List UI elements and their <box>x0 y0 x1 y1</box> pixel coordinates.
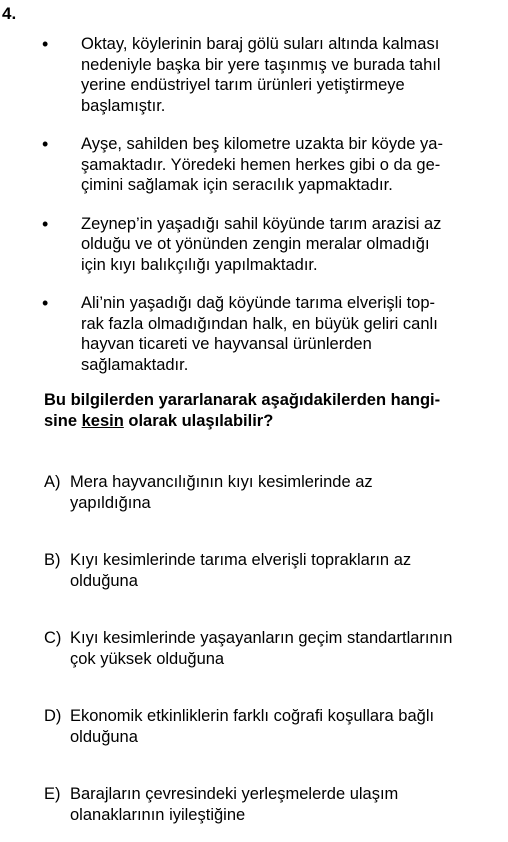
option-line: Kıyı kesimlerinde tarıma elverişli toprakların az <box>70 551 412 569</box>
option-text <box>44 628 494 669</box>
bullet-line: sağlamaktadır. <box>81 355 189 374</box>
option-line: olduğuna <box>70 571 138 590</box>
bullet-line: yerine endüstriyel tarım ürünleri yetiştirmeye <box>81 76 405 94</box>
bullet-line: başlamıştır. <box>81 96 166 115</box>
option-line: çok yüksek olduğuna <box>70 649 225 668</box>
stem-underlined-word: kesin <box>81 411 124 430</box>
option-line: Mera hayvancılığının kıyı kesimlerinde az <box>70 473 373 491</box>
option-letter: D) <box>44 707 62 725</box>
option-text <box>44 706 494 747</box>
option-c[interactable] <box>44 628 494 669</box>
bullet-line: Zeynep’in yaşadığı sahil köyünde tarım arazisi az <box>81 214 442 233</box>
option-a[interactable] <box>44 472 494 513</box>
bullet-line: hayvan ticareti ve hayvansal ürünlerden <box>81 335 372 353</box>
option-letter: A) <box>44 473 61 491</box>
bullet-line: nedeniyle başka bir yere taşınmış ve burada tahıl <box>81 55 441 74</box>
option-text <box>44 472 494 513</box>
bullet-line: Ali’nin yaşadığı dağ köyünde tarıma elverişli top- <box>81 294 436 312</box>
bullet-item-ali <box>0 293 481 375</box>
option-letter: E) <box>44 785 61 803</box>
bullet-icon: • <box>42 134 49 154</box>
option-line: Ekonomik etkinliklerin farklı coğrafi koşullara bağlı <box>70 707 435 725</box>
bullet-line: Ayşe, sahilden beş kilometre uzakta bir köyde ya- <box>81 135 443 153</box>
option-d[interactable] <box>44 706 494 747</box>
option-letter: B) <box>44 551 61 569</box>
bullet-line: rak fazla olmadığından halk, en büyük geliri canlı <box>81 314 438 333</box>
option-letter: C) <box>44 629 62 647</box>
option-line: Barajların çevresindeki yerleşmelerde ulaşım <box>70 785 399 803</box>
bullet-line: şamaktadır. Yöredeki hemen herkes gibi o da ge- <box>81 155 441 174</box>
bullet-item-zeynep <box>0 214 481 276</box>
option-text <box>44 784 494 825</box>
question-number: 4. <box>2 4 17 23</box>
question-stem <box>44 390 484 431</box>
stem-line-1: Bu bilgilerden yararlanarak aşağıdakilerden hangi- <box>44 391 441 409</box>
option-line: olanaklarının iyileştiğine <box>70 805 246 824</box>
bullet-item-ayse <box>0 134 481 196</box>
stem-line-2 <box>44 411 484 432</box>
bullet-line: için kıyı balıkçılığı yapılmaktadır. <box>81 255 318 274</box>
bullet-icon: • <box>42 213 49 234</box>
option-line: yapıldığına <box>70 493 151 512</box>
bullet-line: Oktay, köylerinin baraj gölü suları altında kalması <box>81 35 440 53</box>
stem-text: sine <box>44 411 82 430</box>
option-line: Kıyı kesimlerinde yaşayanların geçim standartlarının <box>70 629 453 647</box>
bullet-line: olduğu ve ot yönünden zengin meralar olmadığı <box>81 235 430 253</box>
option-b[interactable] <box>44 550 494 591</box>
bullet-item-oktay <box>0 34 481 116</box>
option-text <box>44 550 494 591</box>
bullet-line: çimini sağlamak için seracılık yapmaktadır. <box>81 176 393 194</box>
bullet-icon: • <box>42 34 49 54</box>
option-line: olduğuna <box>70 727 138 746</box>
bullet-icon: • <box>42 293 49 313</box>
option-e[interactable] <box>44 784 494 825</box>
bullet-list <box>0 34 508 393</box>
stem-text: olarak ulaşılabilir? <box>123 411 274 430</box>
